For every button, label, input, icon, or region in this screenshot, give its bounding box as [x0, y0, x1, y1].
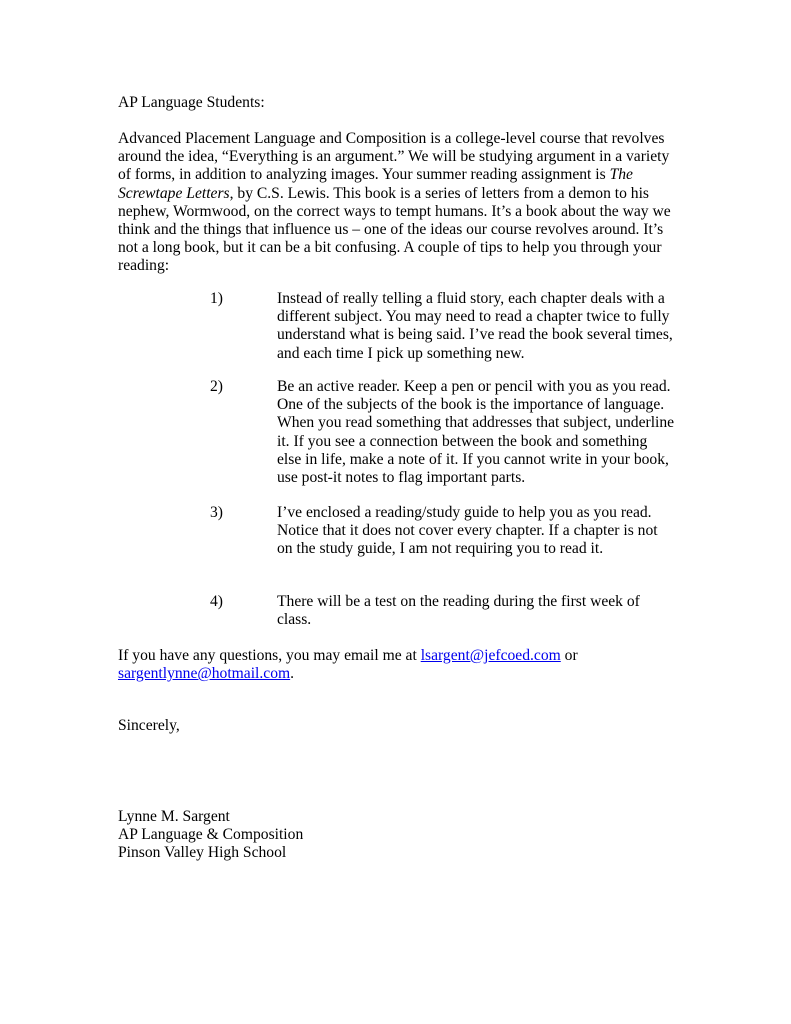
- tip-line: on the study guide, I am not requiring you to read it.: [277, 540, 604, 558]
- tip-number: 2): [210, 378, 223, 395]
- email-link-jefcoed[interactable]: lsargent@jefcoed.com: [420, 647, 561, 664]
- tip-line: different subject. You may need to read a chapter twice to fully: [277, 308, 670, 326]
- intro-line: think and the things that influence us – one of the ideas our course revolves around. It’s: [118, 221, 664, 239]
- contact-line: [118, 665, 578, 683]
- signature-block: [118, 808, 303, 863]
- intro-line: Advanced Placement Language and Composition is a college-level course that revolves: [118, 130, 665, 147]
- email-link-hotmail[interactable]: sargentlynne@hotmail.com: [118, 665, 291, 683]
- tip-number: 1): [210, 290, 223, 307]
- closing: Sincerely,: [118, 717, 180, 734]
- signature-title: AP Language & Composition: [118, 826, 304, 844]
- tip-line: else in life, make a note of it. If you cannot write in your book,: [277, 450, 669, 468]
- tip-text: [277, 290, 673, 363]
- intro-text: , by C.S. Lewis. This book is a series of letters from a demon to his: [229, 184, 649, 202]
- intro-line: not a long book, but it can be a bit confusing. A couple of tips to help you through your: [118, 239, 662, 257]
- tip-line: Notice that it does not cover every chapter. If a chapter is not: [277, 522, 658, 540]
- signature-name: Lynne M. Sargent: [118, 808, 230, 825]
- tip-text: [277, 378, 674, 487]
- contact-text: or: [560, 647, 578, 664]
- tip-line: One of the subjects of the book is the importance of language.: [277, 396, 665, 414]
- tip-line: There will be a test on the reading during the first week of: [277, 593, 640, 610]
- tip-text: [277, 593, 640, 629]
- book-title-part: Screwtape Letters: [118, 184, 230, 202]
- tip-line: class.: [277, 611, 312, 629]
- tip-line: Instead of really telling a fluid story, each chapter deals with a: [277, 290, 665, 307]
- salutation: AP Language Students:: [118, 94, 265, 111]
- tip-text: [277, 504, 658, 559]
- tip-number: 4): [210, 593, 223, 610]
- tip-number: 3): [210, 504, 223, 521]
- intro-text: of forms, in addition to analyzing images. Your summer reading assignment is: [118, 166, 610, 184]
- intro-line: nephew, Wormwood, on the correct ways to tempt humans. It’s a book about the way we: [118, 202, 671, 220]
- contact-text: .: [290, 665, 295, 683]
- contact-line: [118, 647, 578, 665]
- tip-line: it. If you see a connection between the book and something: [277, 432, 648, 450]
- intro-paragraph: [118, 130, 688, 276]
- tip-line: use post-it notes to flag important parts.: [277, 469, 526, 487]
- intro-line: [118, 185, 688, 203]
- book-title-part: The: [609, 166, 633, 184]
- contact-paragraph: [118, 647, 578, 683]
- tip-line: I’ve enclosed a reading/study guide to help you as you read.: [277, 504, 652, 521]
- contact-text: If you have any questions, you may email me at: [118, 647, 421, 664]
- tip-line: Be an active reader. Keep a pen or pencil with you as you read.: [277, 378, 671, 395]
- signature-school: Pinson Valley High School: [118, 844, 287, 862]
- intro-line: reading:: [118, 257, 170, 275]
- intro-line: around the idea, “Everything is an argument.” We will be studying argument in a variety: [118, 148, 670, 166]
- intro-line: [118, 166, 688, 184]
- tip-line: When you read something that addresses that subject, underline: [277, 414, 675, 432]
- tip-line: and each time I pick up something new.: [277, 344, 525, 362]
- tip-line: understand what is being said. I’ve read the book several times,: [277, 326, 673, 344]
